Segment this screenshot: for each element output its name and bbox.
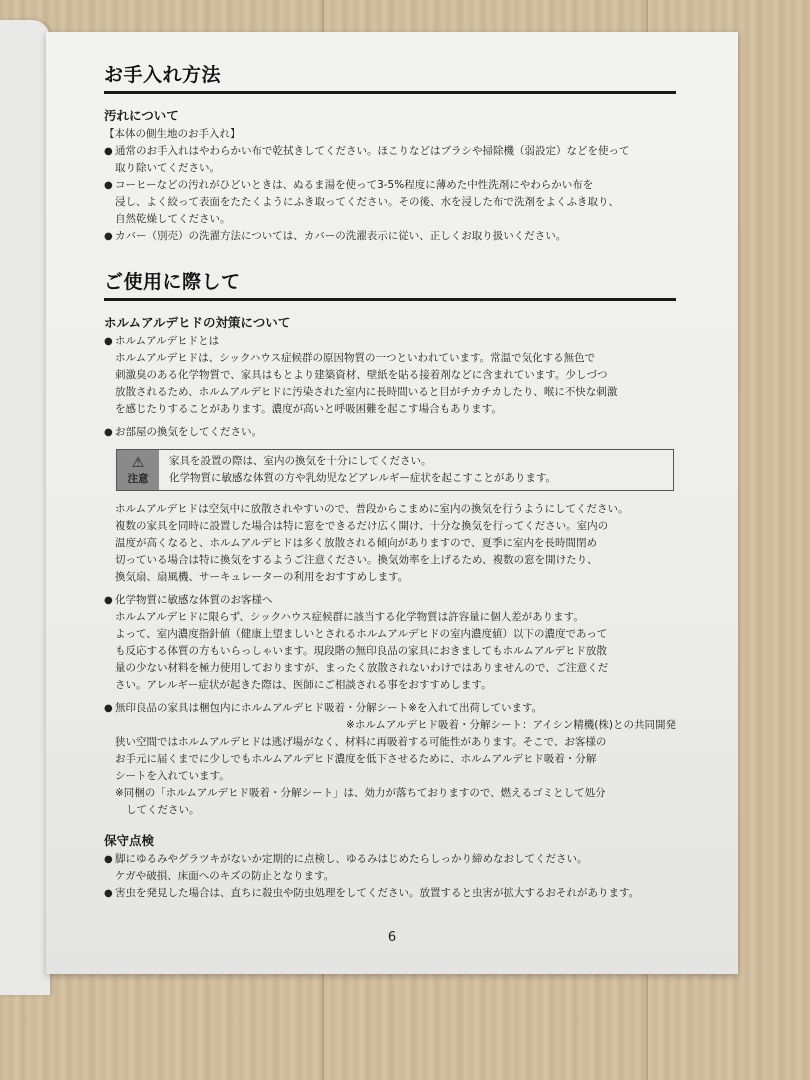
manual-page bbox=[46, 32, 738, 974]
sheet-body: 狭い空間ではホルムアルデヒドは逃げ場がなく、材料に再吸着する可能性があります。そこで、お客様の お手元に届くまでに少しでもホルムアルデヒド濃度を低下させるために、ホルムアルデヒド吸着・分解 シートを入れています。 ※同梱の「ホルムアルデヒド吸着・分解シート」は、効力が落ちておりますので、燃えるゴミとして処分 してください。 bbox=[115, 736, 607, 816]
sheet-label: ● 無印良品の家具は梱包内にホルムアルデヒド吸着・分解シート※を入れて出荷しています。 bbox=[104, 700, 676, 717]
care-bullet: ● カバー（別売）の洗濯方法については、カバーの洗濯表示に従い、正しくお取り扱いください。 bbox=[104, 228, 676, 245]
care-bullet: ● コーヒーなどの汚れがひどいときは、ぬるま湯を使って3-5%程度に薄めた中性洗剤にやわらかい布を 浸し、よく絞って表面をたたくようにふき取ってください。その後、水を浸した布で洗剤をよくふき取り、 自然乾燥してください。 bbox=[104, 177, 676, 228]
subheading-stains: 汚れについて bbox=[104, 108, 179, 123]
subheading-maintenance: 保守点検 bbox=[104, 833, 155, 848]
title-rule bbox=[104, 91, 676, 94]
section-title-usage: ご使用に際して bbox=[104, 271, 241, 293]
warning-triangle-icon: ⚠ bbox=[131, 454, 145, 471]
caution-label: ⚠ 注意 bbox=[117, 450, 159, 490]
fabric-care-label: 【本体の側生地のお手入れ】 bbox=[104, 128, 241, 140]
page-number: 6 bbox=[387, 930, 397, 945]
caution-box bbox=[116, 449, 674, 491]
maintenance-bullet: ● 脚にゆるみやグラツキがないか定期的に点検し、ゆるみはじめたらしっかり締めなおしてください。 ケガや破損、床面へのキズの防止となります。 bbox=[104, 851, 676, 885]
care-bullet: ● 通常のお手入れはやわらかい布で乾拭きしてください。ほこりなどはブラシや掃除機（弱設定）などを使って 取り除いてください。 bbox=[104, 143, 676, 177]
formaldehyde-what-body: ホルムアルデヒドは、シックハウス症候群の原因物質の一つといわれています。常温で気化する無色で 刺激臭のある化学物質で、家具はもとより建築資材、壁紙を貼る接着剤などに含まれています。少しづつ 放散されるため、ホルムアルデヒドに汚染された室内に長時間いると目がチカチカしたり、喉に不快な刺激 を感じたりすることがあります。濃度が高いと呼吸困難を起こす場合もあります。 bbox=[115, 352, 618, 415]
sensitive-body: ホルムアルデヒドに限らず、シックハウス症候群に該当する化学物質は許容量に個人差があります。 よって、室内濃度指針値（健康上望ましいとされるホルムアルデヒドの室内濃度値）以下の濃度であって も反応する体質の方もいらっしゃいます。現段階の無印良品の家具におきましてもホルムアルデヒド放散 量の少ない材料を極力使用しておりますが、まったく放散されないわけではありませんので、ご注意くだ さい。アレルギー症状が起きた際は、医師にご相談される事をおすすめします。 bbox=[115, 611, 609, 691]
facing-page-edge bbox=[0, 20, 50, 995]
subheading-formaldehyde: ホルムアルデヒドの対策について bbox=[104, 315, 291, 330]
title-rule bbox=[104, 298, 676, 301]
formaldehyde-what-label: ● ホルムアルデヒドとは bbox=[104, 333, 676, 350]
page-content bbox=[104, 60, 676, 902]
sheet-note: ※ホルムアルデヒド吸着・分解シート：アイシン精機(株)との共同開発 bbox=[346, 719, 676, 731]
section-title-care: お手入れ方法 bbox=[104, 64, 222, 86]
ventilate-body: ホルムアルデヒドは空気中に放散されやすいので、普段からこまめに室内の換気を行うようにしてください。 複数の家具を同時に設置した場合は特に窓をできるだけ広く開け、十分な換気を行ってください。室内の 温度が高くなると、ホルムアルデヒドは多く放散される傾向がありますので、夏季に室内を長時間閉め 切っている場合は特に換気をするようご注意ください。換気効率を上げるため、複数の窓を開けたり、 換気扇、扇風機、サーキュレーターの利用をおすすめします。 bbox=[115, 503, 629, 583]
sensitive-label: ● 化学物質に敏感な体質のお客様へ bbox=[104, 592, 676, 609]
maintenance-bullet: ● 害虫を発見した場合は、直ちに殺虫や防虫処理をしてください。放置すると虫害が拡大するおそれがあります。 bbox=[104, 885, 676, 902]
caution-text: 家具を設置の際は、室内の換気を十分にしてください。 化学物質に敏感な体質の方や乳幼児などアレルギー症状を起こすことがあります。 bbox=[159, 450, 673, 490]
ventilate-label: ● お部屋の換気をしてください。 bbox=[104, 424, 676, 441]
